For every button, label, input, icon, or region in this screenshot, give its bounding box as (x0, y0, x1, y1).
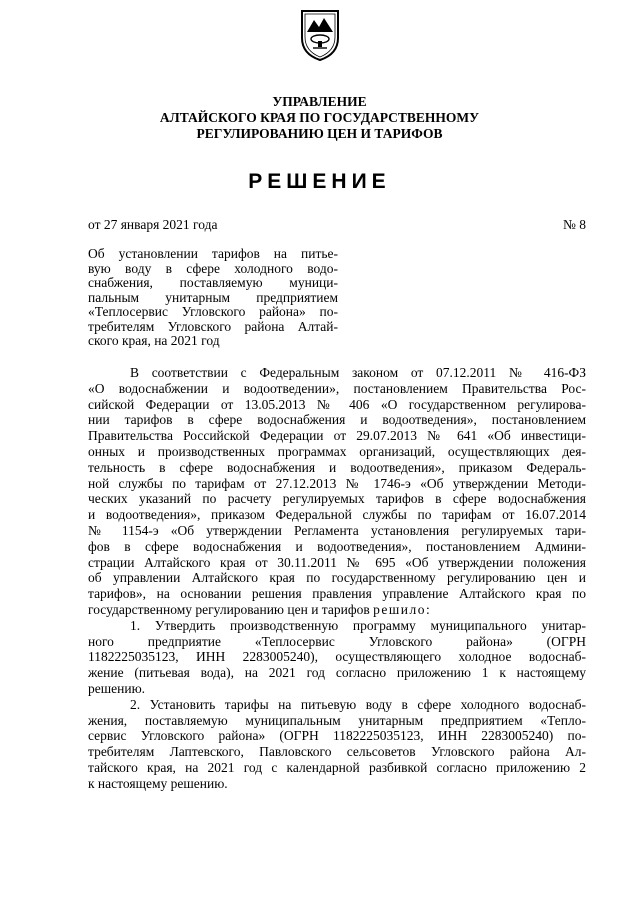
body-line: Правительства Российской Федерации от 29.07.2013 № 641 «Об инвестици- (88, 428, 586, 444)
item-1-line: 1. Утвердить производственную программу муниципального унитар- (130, 617, 586, 633)
item-1-line: ного предприятие «Теплосервис Угловского района» (ОГРН (88, 633, 586, 649)
body-line: тельность в сфере водоснабжения и водоотведения», приказом Федераль- (88, 459, 586, 475)
subject-line: Об установлении тарифов на питье- (88, 246, 338, 261)
body-line: и водоотведения», приказом Федеральной службы по тарифам от 16.07.2014 (88, 507, 586, 523)
body-line: тарифов», на основании решения правления управление Алтайского края по (88, 586, 586, 602)
body-line: онных и производственных программах организаций, осуществляющих дея- (88, 443, 586, 459)
item-1-line: жение (питьевая вода), на 2021 год согласно приложению 1 к настоящему (88, 665, 586, 681)
agency-line: УПРАВЛЕНИЕ (272, 94, 367, 109)
item-2-line: к настоящему решению. (88, 775, 228, 791)
item-2-line: жения, поставляемую муниципальным унитарным предприятием «Тепло- (88, 712, 586, 728)
subject-line: снабжения, поставляемую муници- (88, 275, 338, 290)
subject-line: требителям Угловского района Алтай- (88, 318, 338, 334)
body-line: ной службы по тарифам от 27.12.2013 № 1746-э «Об утверждении Методи- (88, 475, 586, 491)
body-line: страции Алтайского края от 30.11.2011 № 695 «Об утверждении положения (88, 554, 586, 570)
coat-of-arms-icon (299, 8, 341, 62)
body-line: ческих указаний по расчету регулируемых тарифов в сфере водоснабжения (88, 491, 586, 507)
item-2-line: 2. Установить тарифы на питьевую воду в сфере холодного водоснаб- (130, 696, 586, 712)
document-subject (88, 247, 338, 349)
subject-line: ского края, на 2021 год (88, 333, 220, 348)
item-2-line: требителям Лаптевского, Павловского сельсоветов Угловского района Ал- (88, 744, 586, 760)
item-2-line: тайского края, на 2021 год с календарной разбивкой согласно приложению 2 (88, 759, 586, 775)
document-type-title: РЕШЕНИЕ (248, 170, 391, 193)
agency-line: РЕГУЛИРОВАНИЮ ЦЕН И ТАРИФОВ (196, 126, 443, 141)
resolved-word: решило: (373, 601, 432, 617)
body-line: сийской Федерации от 13.05.2013 № 406 «О государственном регулирова- (88, 396, 586, 412)
document-date: от 27 января 2021 года (88, 217, 218, 232)
document-body (88, 365, 586, 792)
item-1-line: 1182225035123, ИНН 2283005240), осуществляющего холодное водоснаб- (88, 649, 586, 665)
item-2-line: сервис Угловского района» (ОГРН 1182225035123, ИНН 2283005240) по- (88, 728, 586, 744)
subject-line: вую воду в сфере холодного водо- (88, 260, 338, 276)
body-line: фов в сфере водоснабжения и водоотведения», постановлением Админи- (88, 538, 586, 554)
item-1-line: решению. (88, 680, 146, 696)
agency-name (0, 94, 639, 142)
body-line: об управлении Алтайского края по государственному регулированию цен и (88, 570, 586, 586)
body-line-resolution (88, 602, 586, 618)
document-number: № 8 (562, 217, 586, 232)
body-line: нии тарифов в сфере водоснабжения и водоотведения», постановлением (88, 412, 586, 428)
subject-line: «Теплосервис Угловского района» по- (88, 304, 338, 319)
agency-line: АЛТАЙСКОГО КРАЯ ПО ГОСУДАРСТВЕННОМУ (159, 110, 480, 125)
body-line: № 1154-э «Об утверждении Регламента установления регулируемых тари- (88, 522, 586, 538)
body-line: «О водоснабжении и водоотведении», постановлением Правительства Рос- (88, 380, 586, 396)
body-line: В соответствии с Федеральным законом от 07.12.2011 № 416-ФЗ (130, 365, 586, 380)
body-line: государственному регулированию цен и тарифов (88, 601, 370, 617)
subject-line: пальным унитарным предприятием (88, 289, 338, 305)
